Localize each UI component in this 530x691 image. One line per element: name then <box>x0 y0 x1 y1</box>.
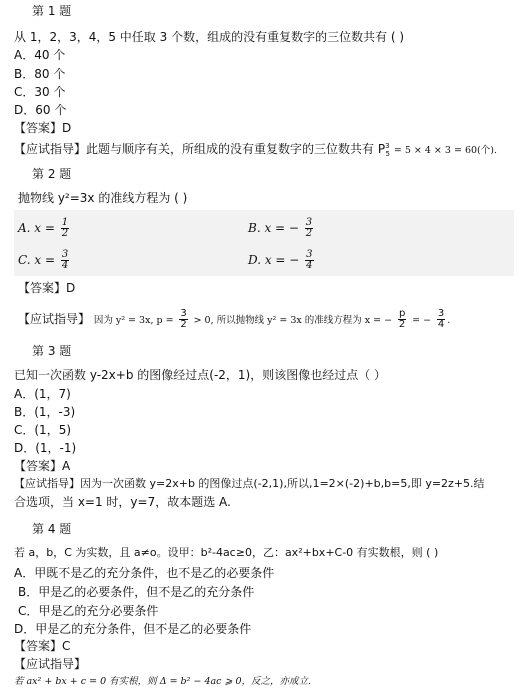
q3-option-b: B．(1，-3) <box>14 405 76 419</box>
q1-option-a: A．40 个 <box>14 48 66 62</box>
q1-guide-label: 【应试指导】 <box>14 142 87 156</box>
q3-guide-line-1: 【应试指导】因为一次函数 y=2x+b 的图像过点(-2,1),所以,1=2×(-2)+b,b=5,即 y=2z+5.结 <box>14 477 485 490</box>
q1-guide-text: 此题与顺序有关，所组成的没有重复数字的三位数共有 P <box>86 142 386 156</box>
q1-guide-formula: = 5 × 4 × 3 = 60(个). <box>393 145 497 156</box>
q3-option-a: A．(1，7) <box>14 387 71 401</box>
q1-stem: 从 1，2，3，4，5 中任取 3 个数，组成的没有重复数字的三位数共有 ( ) <box>14 30 405 44</box>
q1-option-c: C．30 个 <box>14 85 66 99</box>
q3-option-d: D．(1，-1) <box>14 441 77 455</box>
q3-title: 第 3 题 <box>32 344 72 358</box>
q4-answer: 【答案】C <box>14 639 71 653</box>
q4-title: 第 4 题 <box>32 522 72 536</box>
q4-option-d: D．甲是乙的充分条件，但不是乙的必要条件 <box>14 622 252 636</box>
q4-option-c: C．甲是乙的充分必要条件 <box>18 604 159 618</box>
q4-option-b: B．甲是乙的必要条件，但不是乙的充分条件 <box>18 585 255 599</box>
q2-guide-label: 【应试指导】 <box>18 312 91 326</box>
q2-option-b: B. x = − $\frac{3}{2}$ <box>248 217 313 239</box>
q2-stem: 抛物线 y²=3x 的准线方程为 ( ) <box>18 191 188 205</box>
q4-guide-label: 【应试指导】 <box>14 657 87 671</box>
q1-option-b: B．80 个 <box>14 67 66 81</box>
q3-guide-line-2: 合选项，当 x=1 时，y=7，故本题选 A. <box>14 495 231 509</box>
q4-stem: 若 a，b，C 为实数，且 a≠o。设甲：b²-4ac≥0，乙：ax²+bx+C-0 有实数根，则 ( ) <box>14 546 439 559</box>
q3-answer: 【答案】A <box>14 459 71 473</box>
q1-title: 第 1 题 <box>32 4 72 18</box>
q2-option-c: C. x = $\frac{3}{4}$ <box>18 249 69 271</box>
q4-guide-formula: 若 ax² + bx + c = 0 有实根，则 Δ = b² − 4ac ⩾ 0，反之，亦成立. <box>14 676 312 687</box>
q4-option-a: A．甲既不是乙的充分条件，也不是乙的必要条件 <box>14 566 275 580</box>
q2-answer: 【答案】D <box>18 281 76 295</box>
q1-option-d: D．60 个 <box>14 103 67 117</box>
q1-answer: 【答案】D <box>14 121 72 135</box>
q2-title: 第 2 题 <box>32 167 72 181</box>
q1-guide: 【应试指导】此题与顺序有关，所组成的没有重复数字的三位数共有 $P^3_5 = 5 \times 4 \times 3 = 60$(个). <box>14 142 497 159</box>
q3-option-c: C．(1，5) <box>14 423 72 437</box>
q2-option-d: D. x = − $\frac{3}{4}$ <box>248 249 313 271</box>
q2-guide: 【应试指导】 因为 y² = 3x, p = $\frac{3}{2}$ > 0, 所以抛物线 y² = 3x 的准线方程为 x = − $\frac{p}{2}$ = − $\frac{3}{4}$ . <box>18 308 451 330</box>
q3-stem: 已知一次函数 y-2x+b 的图像经过点(-2，1)，则该图像也经过点（ ） <box>14 368 387 382</box>
q2-option-a: A. x = $\frac{1}{2}$ <box>18 217 69 239</box>
